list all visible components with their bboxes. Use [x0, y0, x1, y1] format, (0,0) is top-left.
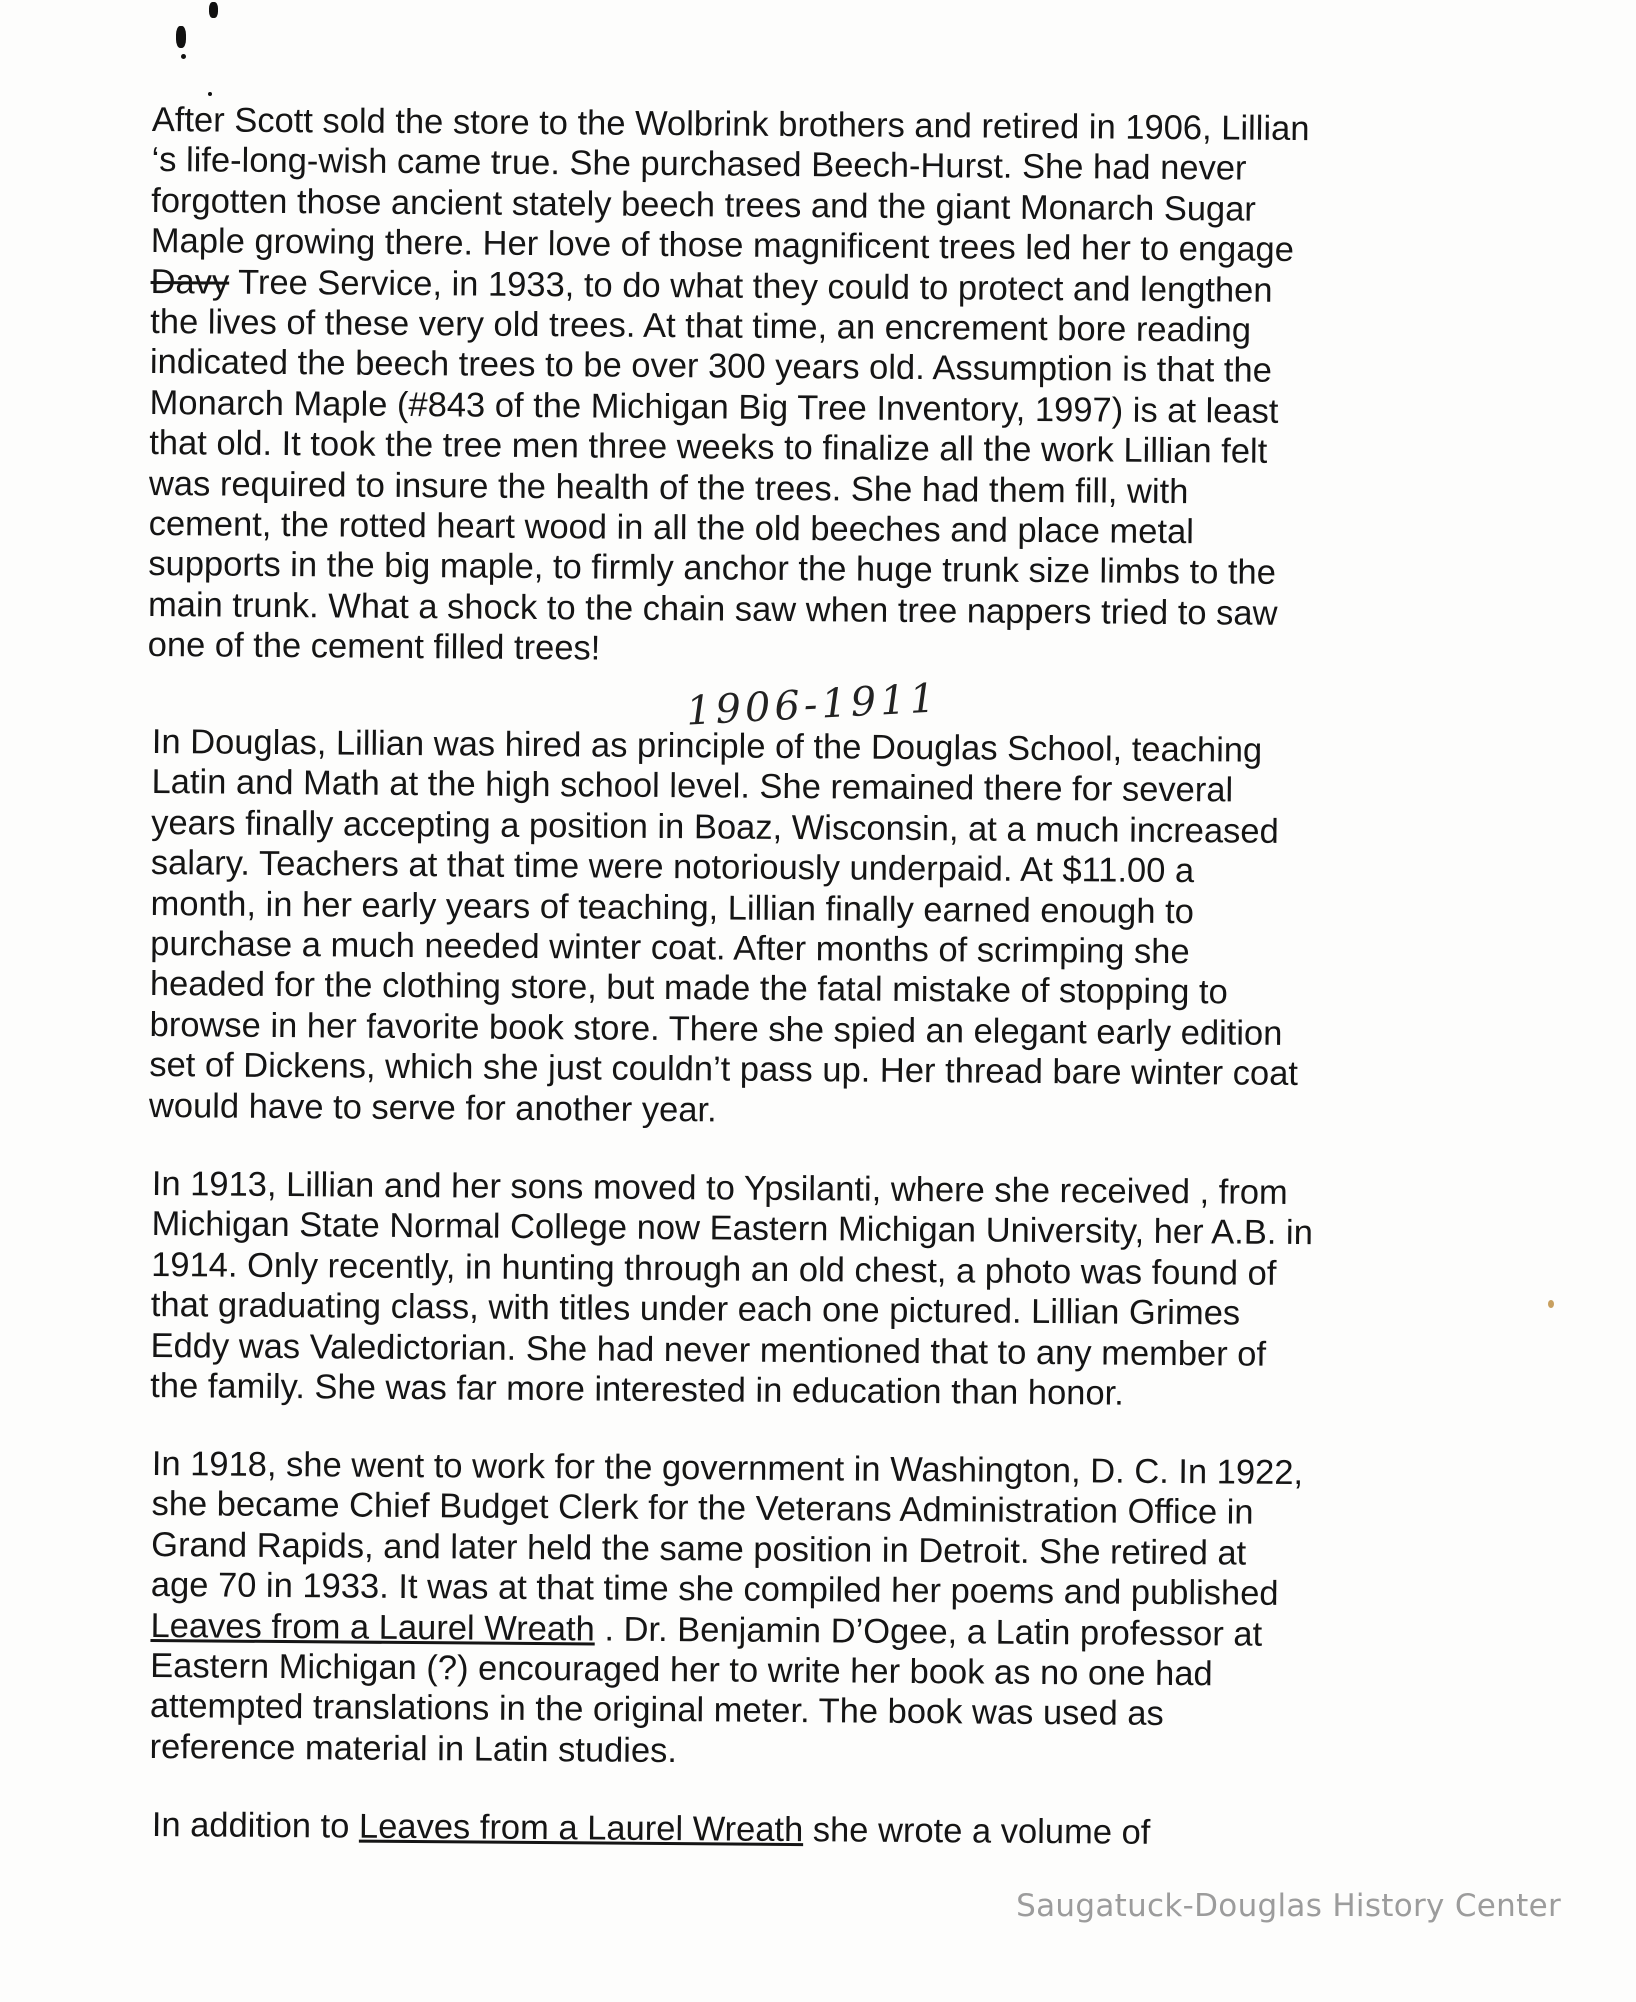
text-line: In 1913, Lillian and her sons moved to Ypsilanti, where she received , from: [151, 1164, 1288, 1212]
text-line: headed for the clothing store, but made the fatal mistake of stopping to: [149, 965, 1228, 1012]
text-line: the family. She was far more interested in education than honor.: [150, 1366, 1124, 1413]
text-line: [152, 1805, 1452, 1856]
document-body: [147, 100, 1452, 1853]
paper-speck: [1548, 1300, 1554, 1308]
text-prefix: In addition to: [151, 1806, 360, 1847]
text-line: one of the cement filled trees!: [147, 626, 601, 668]
text-line: indicated the beech trees to be over 300 years old. Assumption is that the: [149, 343, 1273, 391]
text-line: Eastern Michigan (?) encouraged her to write her book as no one had: [150, 1647, 1213, 1694]
text-line: month, in her early years of teaching, Lillian finally earned enough to: [150, 884, 1195, 931]
handwritten-date-note: 1906-1911: [684, 675, 941, 735]
text-line: Grand Rapids, and later held the same position in Detroit. She retired at: [151, 1525, 1247, 1573]
text-line: the lives of these very old trees. At that time, an encrement bore reading: [150, 303, 1252, 350]
text-line: years finally accepting a position in Boaz, Wisconsin, at a much increased: [151, 803, 1279, 851]
text-line: forgotten those ancient stately beech trees and the giant Monarch Sugar: [151, 181, 1257, 229]
paragraph-ypsilanti: [150, 1164, 1452, 1417]
text-line: cement, the rotted heart wood in all the old beeches and place metal: [148, 505, 1195, 552]
text-line: that graduating class, with titles under each one pictured. Lillian Grimes: [150, 1285, 1241, 1333]
text-line: Eddy was Valedictorian. She had never mentioned that to any member of: [150, 1326, 1267, 1374]
text-line: would have to serve for another year.: [148, 1086, 717, 1129]
text-line: that old. It took the tree men three weeks to finalize all the work Lillian felt: [149, 424, 1268, 472]
text-line: was required to insure the health of the trees. She had them fill, with: [148, 464, 1189, 511]
text-line: set of Dickens, which she just couldn’t pass up. Her thread bare winter coat: [149, 1045, 1299, 1093]
text-line: In Douglas, Lillian was hired as principle of the Douglas School, teaching: [151, 722, 1263, 770]
text-line: After Scott sold the store to the Wolbrink brothers and retired in 1906, Lillian: [151, 100, 1310, 149]
text-line: age 70 in 1933. It was at that time she compiled her poems and published: [150, 1566, 1279, 1614]
text-line: supports in the big maple, to firmly anchor the huge trunk size limbs to the: [148, 545, 1277, 593]
text-line: Michigan State Normal College now Eastern Michigan University, her A.B. in: [151, 1205, 1314, 1253]
text-line: In 1918, she went to work for the government in Washington, D. C. In 1922,: [151, 1445, 1304, 1493]
struck-word: Davy: [150, 262, 230, 302]
text-line-rest: . Dr. Benjamin D’Ogee, a Latin professor at: [594, 1610, 1263, 1654]
text-line: Maple growing there. Her love of those magnificent trees led her to engage: [150, 222, 1295, 270]
text-line: attempted translations in the original meter. The book was used as: [149, 1687, 1164, 1734]
text-line: salary. Teachers at that time were notoriously underpaid. At $11.00 a: [150, 843, 1195, 891]
ink-mark-top-right: [209, 2, 218, 18]
text-line: reference material in Latin studies.: [149, 1728, 678, 1771]
paragraph-beech-hurst: [148, 100, 1452, 676]
text-line: Latin and Math at the high school level. She remained there for several: [151, 763, 1234, 810]
text-line: ‘s life-long-wish came true. She purchased Beech-Hurst. She had never: [151, 141, 1247, 189]
book-title: Leaves from a Laurel Wreath: [150, 1606, 595, 1649]
text-line-rest: Tree Service, in 1933, to do what they could to protect and lengthen: [229, 263, 1273, 310]
paragraph-douglas-school: [149, 722, 1452, 1136]
ink-mark-small: [208, 92, 212, 96]
ink-mark-dot: [181, 54, 186, 59]
text-line: browse in her favorite book store. There she spied an elegant early edition: [149, 1005, 1283, 1053]
ink-mark-top: [176, 26, 186, 48]
text-line: she became Chief Budget Clerk for the Veterans Administration Office in: [151, 1485, 1254, 1533]
text-line: main trunk. What a shock to the chain saw when tree nappers tried to saw: [147, 585, 1278, 633]
text-line: Monarch Maple (#843 of the Michigan Big Tree Inventory, 1997) is at least: [149, 383, 1279, 431]
text-line: purchase a much needed winter coat. After months of scrimping she: [150, 924, 1190, 971]
book-title: Leaves from a Laurel Wreath: [358, 1808, 804, 1850]
watermark: Saugatuck-Douglas History Center: [1016, 1888, 1561, 1924]
text-suffix: she wrote a volume of: [803, 1811, 1151, 1853]
text-line: 1914. Only recently, in hunting through an old chest, a photo was found of: [151, 1245, 1277, 1293]
paragraph-additional-works: [152, 1805, 1452, 1856]
paragraph-washington: [149, 1444, 1451, 1777]
